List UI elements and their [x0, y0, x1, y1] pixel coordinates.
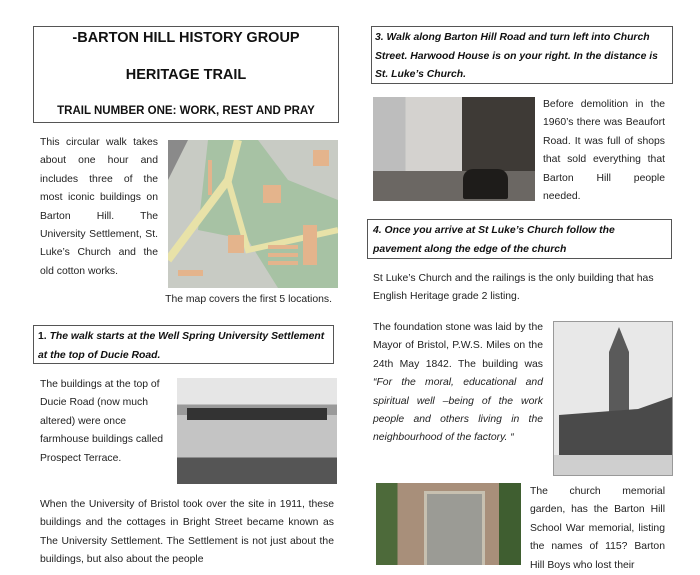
step-1-heading: The walk starts at the Well Spring University Settlement at the top of Ducie Road.: [38, 331, 325, 361]
step-4-paragraph: St Luke’s Church and the railings is the only building that has English Heritage grade 2 listing.: [373, 273, 654, 303]
settlement-photo: [177, 378, 337, 484]
trail-subtitle: TRAIL NUMBER ONE: WORK, REST AND PRAY: [57, 105, 315, 117]
roof-shape: [187, 408, 327, 420]
group-title: -BARTON HILL HISTORY GROUP: [72, 30, 300, 46]
trail-map-image: [168, 140, 338, 288]
car-shape: [463, 169, 508, 199]
foundation-text: [373, 319, 543, 448]
step-3-side-text: Before demolition in the 1960’s there was Beaufort Road. It was full of shops that sold everything that Barton Hill people needed.: [543, 99, 665, 203]
step-1-heading-box: [33, 325, 334, 364]
step-3-heading-box: 3. Walk along Barton Hill Road and turn left into Church Street. Harwood House is on your right. In the distance is St. Luke’s Church.: [371, 26, 673, 84]
step-1-number: 1.: [38, 331, 47, 342]
trail-title: HERITAGE TRAIL: [125, 67, 247, 83]
map-caption: The map covers the first 5 locations.: [165, 294, 332, 305]
intro-text: This circular walk takes about one hour and includes three of the most iconic buildings on Barton Hill. The University Settlement, St. Luke’s Church and the old cotton works.: [40, 137, 158, 277]
st-lukes-church-photo: [553, 321, 673, 476]
street-shape: [373, 171, 535, 201]
step-1-side-text: The buildings at the top of Ducie Road (now much altered) were once farmhouse buildings called Prospect Terrace.: [40, 379, 164, 464]
memorial-plaque: [424, 491, 485, 565]
street-shape: [554, 455, 672, 475]
step-1-paragraph: When the University of Bristol took over the site in 1911, these buildings and the cottages in Bright Street became known as The University Settlement. The Settlement is not just about the buildings, but also about the people: [40, 499, 334, 566]
foundation-quote: “For the moral, educational and spiritual well –being of the work people and others living in the neighbourhood of the factory. “: [373, 377, 543, 444]
foundation-plain: The foundation stone was laid by the Mayor of Bristol, P.W.S. Miles on the 24th May 1842. The building was: [373, 322, 543, 370]
map-graphic: [168, 140, 338, 288]
step-4-heading-box: 4. Once you arrive at St Luke’s Church follow the pavement along the edge of the church: [367, 219, 672, 259]
memorial-text: The church memorial garden, has the Barton Hill School War memorial, listing the names of 115? Barton Hill Boys who lost their: [530, 486, 665, 571]
war-memorial-photo: [376, 483, 521, 565]
title-box: [33, 26, 339, 123]
beaufort-road-photo: [373, 97, 535, 201]
